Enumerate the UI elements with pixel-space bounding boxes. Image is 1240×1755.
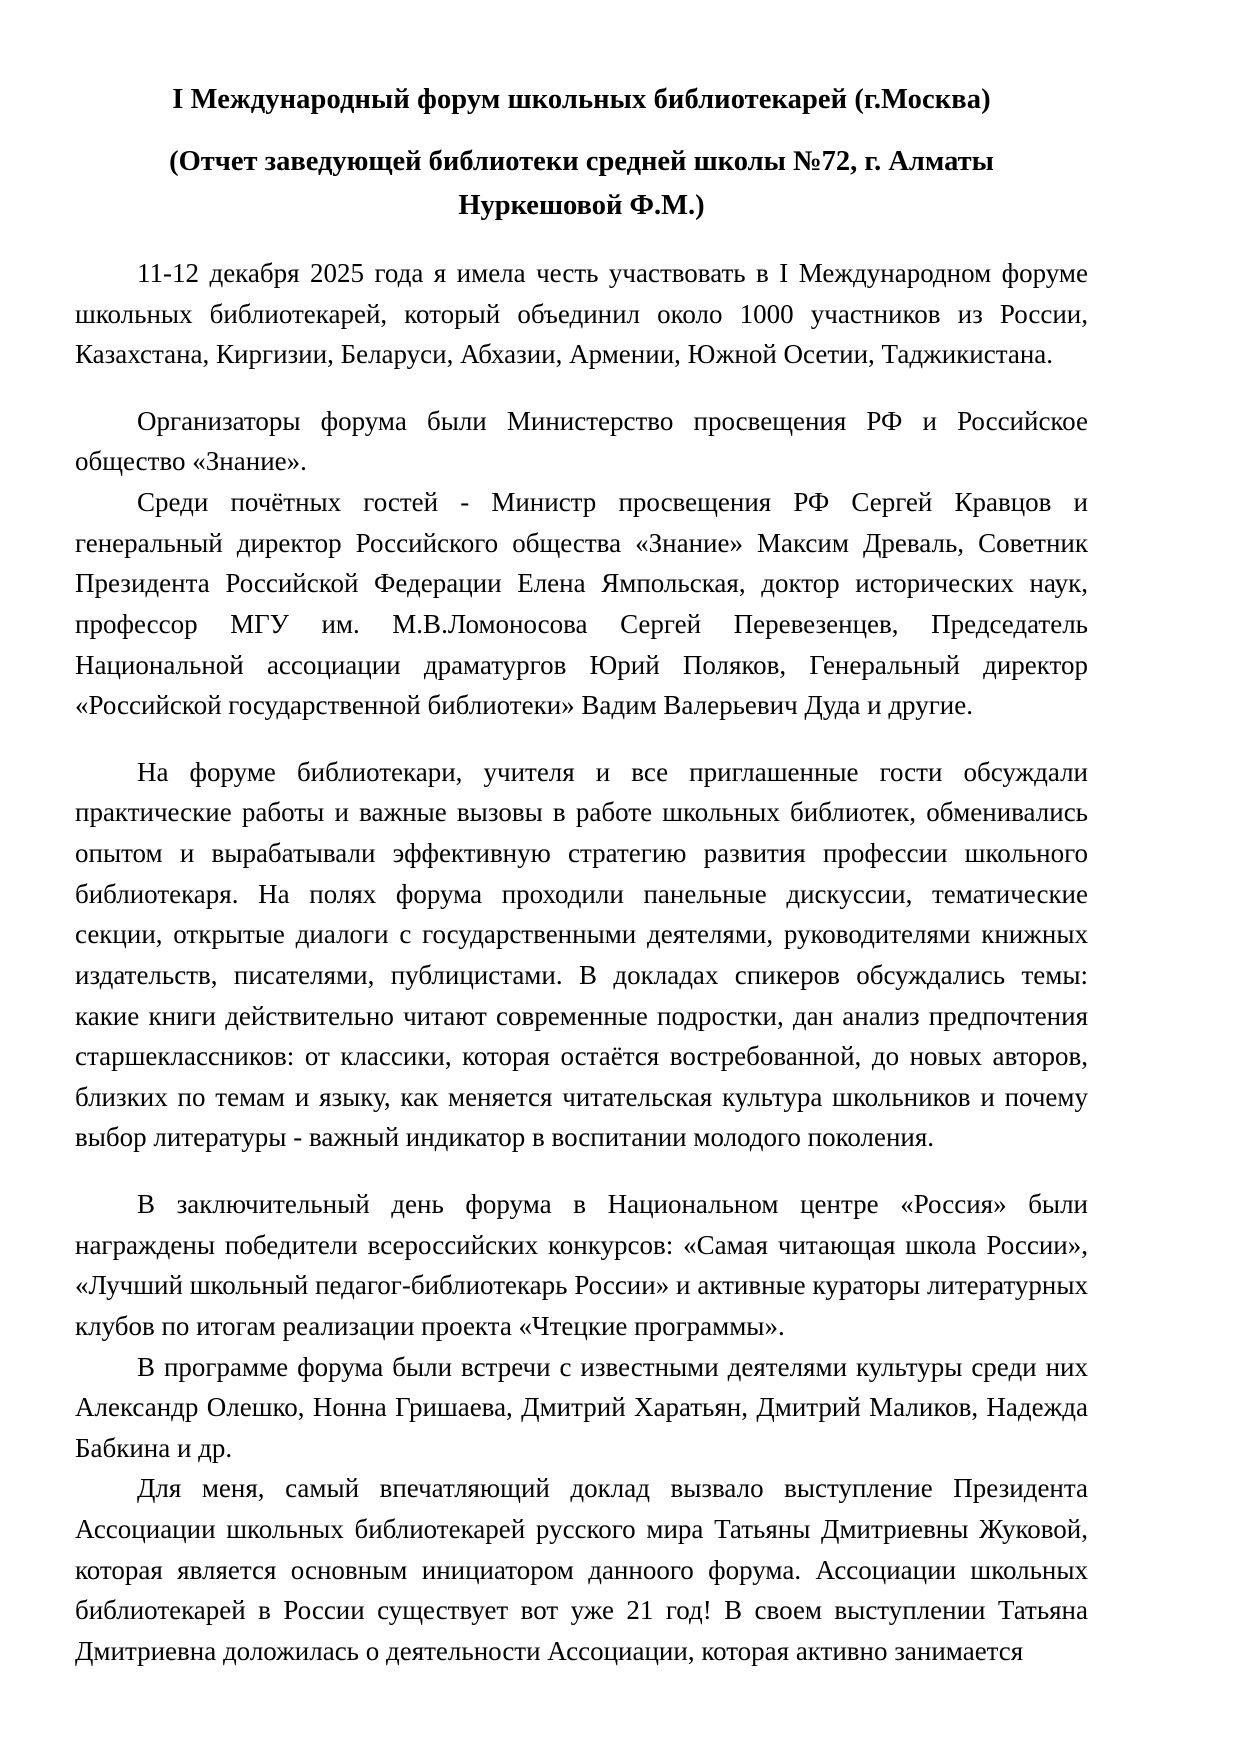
- paragraph-organizers: Организаторы форума были Министерство просвещения РФ и Российское общество «Знание».: [75, 405, 1088, 477]
- paragraph-discussions: На форуме библиотекари, учителя и все приглашенные гости обсуждали практические работы и важные вызовы в работе школьных библиотек, обменивались опытом и вырабатывали эффективную стратегию развития профессии школьного библиотекаря. На полях форума проходили панельные дискуссии, тематические секции, открытые диалоги с государственными деятелями, руководителями книжных издательств, писателями, публицистами. В докладах спикеров обсуждались темы: какие книги действительно читают современные подростки, дан анализ предпочтения старшеклассников: от классики, которая остаётся востребованной, до новых авторов, близких по темам и языку, как меняется читательская культура школьников и почему выбор литературы - важный индикатор в воспитании молодого поколения.: [75, 756, 1088, 1153]
- page-title: I Международный форум школьных библиотекарей (г.Москва): [172, 84, 991, 115]
- paragraph-guests: Среди почётных гостей - Министр просвещения РФ Сергей Кравцов и генеральный директор Российского общества «Знание» Максим Древаль, Советник Президента Российской Федерации Елена Ямпольская, доктор исторических наук, профессор МГУ им. М.В.Ломоносова Сергей Перевезенцев, Председатель Национальной ассоциации драматургов Юрий Поляков, Генеральный директор «Российской государственной библиотеки» Вадим Валерьевич Дуда и другие.: [75, 487, 1088, 721]
- paragraph-program: В программе форума были встречи с известными деятелями культуры среди них Александр Олешко, Нонна Гришаева, Дмитрий Харатьян, Дмитрий Маликов, Надежда Бабкина и др.: [75, 1351, 1088, 1463]
- paragraph-impression: Для меня, самый впечатляющий доклад вызвало выступление Президента Ассоциации школьных библиотекарей русского мира Татьяны Дмитриевны Жуковой, которая является основным инициатором данноого форума. Ассоциации школьных библиотекарей в России существует вот уже 21 год! В своем выступлении Татьяна Дмитриевна доложилась о деятельности Ассоциации, которая активно занимается: [75, 1473, 1088, 1666]
- page-subtitle: (Отчет заведующей библиотеки средней школы №72, г. Алматы Нуркешовой Ф.М.): [169, 146, 994, 221]
- paragraph-awards: В заключительный день форума в Национальном центре «Россия» были награждены победители всероссийских конкурсов: «Самая читающая школа России», «Лучший школьный педагог-библиотекарь России» и активные кураторы литературных клубов по итогам реализации проекта «Чтецкие программы».: [75, 1189, 1088, 1341]
- paragraph-participation: 11-12 декабря 2025 года я имела честь участвовать в I Международном форуме школьных библиотекарей, который объединил около 1000 участников из России, Казахстана, Киргизии, Беларуси, Абхазии, Армении, Южной Осетии, Таджикистана.: [75, 257, 1088, 370]
- document-body: [75, 253, 1088, 1672]
